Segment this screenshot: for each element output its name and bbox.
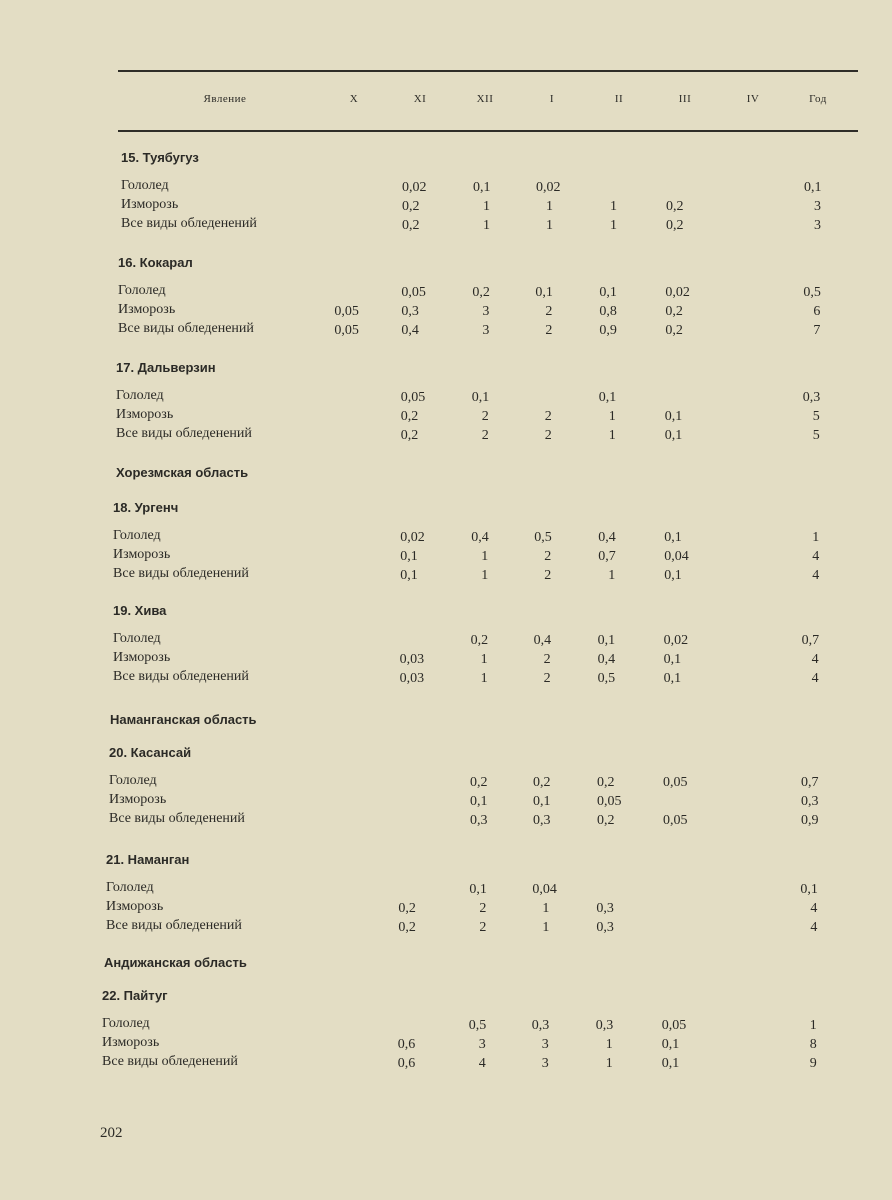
month-value: 2 <box>545 304 553 319</box>
month-value: 1 <box>605 1037 613 1052</box>
month-value: 0,1 <box>400 568 418 583</box>
month-value: 0,02 <box>665 285 690 300</box>
year-value: 4 <box>811 652 819 667</box>
month-value: 0,2 <box>470 633 489 648</box>
year-value: 0,7 <box>801 775 819 790</box>
month-value: 1 <box>605 1056 613 1071</box>
row-label: Изморозь <box>121 197 179 212</box>
month-value: 0,05 <box>334 323 359 338</box>
month-value: 0,2 <box>470 775 488 790</box>
row-label: Все виды обледенений <box>109 811 245 826</box>
month-value: 1 <box>546 199 553 214</box>
header-year: Год <box>809 93 827 105</box>
month-value: 2 <box>543 652 551 667</box>
station-title: 15. Туябугуз <box>121 150 199 165</box>
month-value: 2 <box>544 428 552 443</box>
month-value: 1 <box>483 199 490 214</box>
top-rule <box>118 70 858 72</box>
month-value: 1 <box>483 218 490 233</box>
month-value: 0,2 <box>533 775 551 790</box>
month-value: 0,1 <box>473 180 491 195</box>
row-label: Изморозь <box>113 650 171 665</box>
row-label: Все виды обледенений <box>106 918 242 933</box>
year-value: 1 <box>809 1018 817 1033</box>
month-value: 0,05 <box>334 304 359 319</box>
station-title: 21. Наманган <box>106 852 190 867</box>
year-value: 0,1 <box>804 180 822 195</box>
month-value: 0,1 <box>533 794 551 809</box>
month-value: 0,1 <box>400 549 418 564</box>
month-value: 0,1 <box>535 285 553 300</box>
month-value: 0,1 <box>664 428 683 443</box>
year-value: 3 <box>814 199 821 214</box>
region-heading: Наманганская область <box>110 712 257 727</box>
month-value: 1 <box>608 428 616 443</box>
year-value: 4 <box>812 549 820 564</box>
month-value: 0,4 <box>598 530 616 545</box>
month-value: 1 <box>542 920 550 935</box>
year-value: 6 <box>813 304 821 319</box>
row-label: Все виды обледенений <box>121 216 257 231</box>
month-value: 0,04 <box>532 882 557 897</box>
month-value: 1 <box>480 671 488 686</box>
year-value: 8 <box>809 1037 817 1052</box>
month-value: 3 <box>482 304 490 319</box>
month-value: 0,1 <box>598 390 617 405</box>
station-title: 19. Хива <box>113 603 167 618</box>
month-value: 2 <box>543 671 551 686</box>
header-month-i: I <box>549 93 555 105</box>
month-value: 0,2 <box>402 218 420 233</box>
month-value: 1 <box>480 652 488 667</box>
station-title: 16. Кокарал <box>118 255 193 270</box>
month-value: 2 <box>545 323 553 338</box>
month-value: 0,2 <box>665 304 683 319</box>
year-value: 4 <box>811 671 819 686</box>
month-value: 0,5 <box>534 530 552 545</box>
month-value: 0,2 <box>398 901 416 916</box>
page-number: 202 <box>100 1125 123 1141</box>
month-value: 3 <box>478 1037 486 1052</box>
year-value: 4 <box>812 568 820 583</box>
month-value: 0,1 <box>471 390 490 405</box>
month-value: 0,3 <box>595 1018 614 1033</box>
row-label: Все виды обледенений <box>116 426 252 441</box>
month-value: 0,6 <box>397 1037 416 1052</box>
row-label: Изморозь <box>113 547 171 562</box>
row-label: Гололед <box>106 880 154 895</box>
year-value: 5 <box>812 409 820 424</box>
station-title: 22. Пайтуг <box>102 988 168 1003</box>
row-label: Изморозь <box>102 1035 160 1050</box>
month-value: 0,1 <box>661 1056 680 1071</box>
month-value: 0,2 <box>402 199 420 214</box>
month-value: 0,6 <box>397 1056 416 1071</box>
row-label: Гололед <box>121 178 169 193</box>
month-value: 0,2 <box>666 218 684 233</box>
month-value: 0,9 <box>599 323 617 338</box>
month-value: 0,3 <box>401 304 419 319</box>
month-value: 0,5 <box>468 1018 487 1033</box>
year-value: 3 <box>814 218 821 233</box>
month-value: 0,03 <box>399 652 425 667</box>
month-value: 2 <box>481 428 489 443</box>
month-value: 0,1 <box>597 633 616 648</box>
month-value: 0,4 <box>533 633 552 648</box>
month-value: 0,5 <box>597 671 616 686</box>
year-value: 0,3 <box>801 794 819 809</box>
year-value: 0,5 <box>803 285 821 300</box>
month-value: 0,1 <box>599 285 617 300</box>
year-value: 1 <box>812 530 820 545</box>
region-heading: Хорезмская область <box>116 465 249 480</box>
month-value: 0,03 <box>399 671 425 686</box>
month-value: 2 <box>479 920 487 935</box>
month-value: 0,1 <box>664 409 683 424</box>
month-value: 0,2 <box>597 813 615 828</box>
header-month-x: X <box>349 93 359 105</box>
month-value: 4 <box>478 1056 486 1071</box>
year-value: 4 <box>810 920 818 935</box>
month-value: 0,3 <box>533 813 551 828</box>
row-label: Гололед <box>118 283 166 298</box>
month-value: 0,2 <box>666 199 684 214</box>
row-label: Гололед <box>113 528 161 543</box>
station-title: 17. Дальверзин <box>116 360 216 375</box>
year-value: 7 <box>813 323 821 338</box>
month-value: 0,04 <box>664 549 689 564</box>
month-value: 1 <box>542 901 550 916</box>
year-value: 4 <box>810 901 818 916</box>
row-label: Гололед <box>102 1016 150 1031</box>
month-value: 2 <box>479 901 487 916</box>
header-month-ii: II <box>614 93 624 105</box>
year-value: 5 <box>812 428 820 443</box>
month-value: 3 <box>541 1037 549 1052</box>
month-value: 0,4 <box>597 652 616 667</box>
month-value: 0,02 <box>536 180 561 195</box>
month-value: 2 <box>481 409 489 424</box>
row-label: Все виды обледенений <box>113 669 249 684</box>
row-label: Все виды обледенений <box>113 566 249 581</box>
year-value: 0,7 <box>801 633 820 648</box>
year-value: 0,1 <box>800 882 818 897</box>
row-label: Все виды обледенений <box>118 321 254 336</box>
header-month-xii: XII <box>476 93 494 105</box>
row-label: Гололед <box>109 773 157 788</box>
header-month-iii: III <box>678 93 692 105</box>
row-label: Гололед <box>116 388 164 403</box>
month-value: 0,2 <box>400 428 419 443</box>
month-value: 0,7 <box>598 549 616 564</box>
month-value: 1 <box>608 568 616 583</box>
month-value: 0,1 <box>664 530 682 545</box>
month-value: 0,4 <box>401 323 419 338</box>
month-value: 0,1 <box>470 794 488 809</box>
month-value: 0,3 <box>470 813 488 828</box>
month-value: 1 <box>481 549 489 564</box>
month-value: 0,4 <box>471 530 489 545</box>
month-value: 0,05 <box>597 794 622 809</box>
month-value: 2 <box>544 549 552 564</box>
month-value: 0,2 <box>597 775 615 790</box>
month-value: 0,1 <box>469 882 487 897</box>
month-value: 3 <box>541 1056 549 1071</box>
month-value: 0,1 <box>661 1037 680 1052</box>
month-value: 0,1 <box>663 671 682 686</box>
month-value: 1 <box>546 218 553 233</box>
month-value: 0,3 <box>596 920 614 935</box>
header-rule <box>118 130 858 132</box>
row-label: Все виды обледенений <box>102 1054 238 1069</box>
month-value: 1 <box>610 218 617 233</box>
month-value: 1 <box>608 409 616 424</box>
month-value: 0,05 <box>663 813 688 828</box>
month-value: 0,3 <box>531 1018 550 1033</box>
month-value: 0,05 <box>661 1018 687 1033</box>
month-value: 3 <box>482 323 490 338</box>
row-label: Изморозь <box>109 792 167 807</box>
month-value: 0,8 <box>599 304 617 319</box>
month-value: 2 <box>544 568 552 583</box>
month-value: 0,02 <box>402 180 427 195</box>
month-value: 0,3 <box>596 901 614 916</box>
month-value: 0,2 <box>472 285 490 300</box>
month-value: 0,02 <box>663 633 689 648</box>
month-value: 1 <box>610 199 617 214</box>
month-value: 0,05 <box>401 285 426 300</box>
year-value: 9 <box>809 1056 817 1071</box>
year-value: 0,3 <box>802 390 821 405</box>
month-value: 0,05 <box>400 390 426 405</box>
row-label: Изморозь <box>118 302 176 317</box>
header-month-xi: XI <box>413 93 427 105</box>
month-value: 0,02 <box>400 530 425 545</box>
row-label: Гололед <box>113 631 161 646</box>
row-label: Изморозь <box>106 899 164 914</box>
month-value: 0,1 <box>664 568 682 583</box>
month-value: 0,2 <box>398 920 416 935</box>
month-value: 0,2 <box>400 409 419 424</box>
month-value: 0,1 <box>663 652 682 667</box>
row-label: Изморозь <box>116 407 174 422</box>
header-phenomenon: Явление <box>203 93 247 105</box>
station-title: 18. Ургенч <box>113 500 179 515</box>
month-value: 0,2 <box>665 323 683 338</box>
month-value: 1 <box>481 568 489 583</box>
month-value: 0,05 <box>663 775 688 790</box>
year-value: 0,9 <box>801 813 819 828</box>
region-heading: Андижанская область <box>104 955 247 970</box>
header-month-iv: IV <box>746 93 760 105</box>
station-title: 20. Касансай <box>109 745 192 760</box>
month-value: 2 <box>544 409 552 424</box>
